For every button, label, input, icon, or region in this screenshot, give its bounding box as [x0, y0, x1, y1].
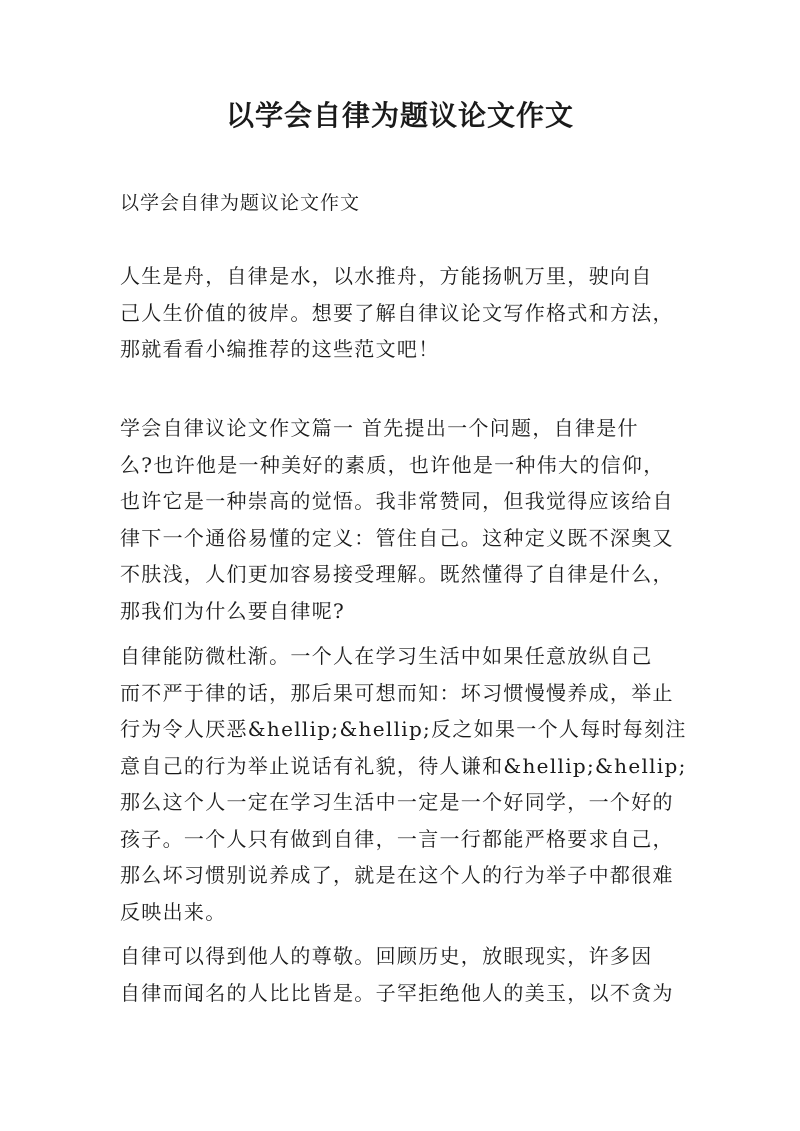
text-line: 自律而闻名的人比比皆是。子罕拒绝他人的美玉，以不贪为 [120, 980, 674, 1005]
text-line: 那就看看小编推荐的这些范文吧！ [120, 337, 440, 361]
paragraph-respect [120, 938, 692, 1011]
text-line: 反映出来。 [120, 899, 227, 924]
text-line: 么?也许他是一种美好的素质，也许他是一种伟大的信仰， [120, 452, 665, 477]
text-line: 那么这个人一定在学习生活中一定是一个好同学，一个好的 [120, 790, 674, 814]
text-line: 学会自律议论文作文篇一 首先提出一个问题，自律是什 [120, 416, 639, 440]
text-line: 也许它是一种崇高的觉悟。我非常赞同，但我觉得应该给自 [120, 489, 674, 513]
text-line: 孩子。一个人只有做到自律，一言一行都能严格要求自己， [120, 826, 674, 851]
text-line: 不肤浅，人们更加容易接受理解。既然懂得了自律是什么， [120, 562, 674, 586]
text-line: 意自己的行为举止说话有礼貌，待人谦和&hellip;&hellip; [120, 753, 687, 778]
text-line: 那我们为什么要自律呢? [120, 598, 346, 623]
text-line: 行为令人厌恶&hellip;&hellip;反之如果一个人每时每刻注 [120, 717, 687, 741]
text-line: 人生是舟，自律是水，以水推舟，方能扬帆万里，驶向自 [120, 264, 653, 288]
text-line: 那么坏习惯别说养成了，就是在这个人的行为举子中都很难 [120, 863, 674, 887]
text-line: 己人生价值的彼岸。想要了解自律议论文写作格式和方法， [120, 300, 674, 325]
paragraph-essay-one [120, 410, 692, 629]
paragraph-prevention [120, 638, 692, 930]
document-title: 以学会自律为题议论文作文 [225, 99, 574, 132]
paragraph-intro [120, 258, 692, 368]
text-line: 律下一个通俗易懂的定义：管住自己。这种定义既不深奥又 [120, 525, 674, 550]
document-subtitle: 以学会自律为题议论文作文 [120, 192, 361, 214]
text-line: 自律可以得到他人的尊敬。回顾历史，放眼现实，许多因 [120, 944, 653, 968]
text-line: 而不严于律的话，那后果可想而知：坏习惯慢慢养成，举止 [120, 680, 674, 705]
text-line: 自律能防微杜渐。一个人在学习生活中如果任意放纵自己 [120, 644, 653, 668]
